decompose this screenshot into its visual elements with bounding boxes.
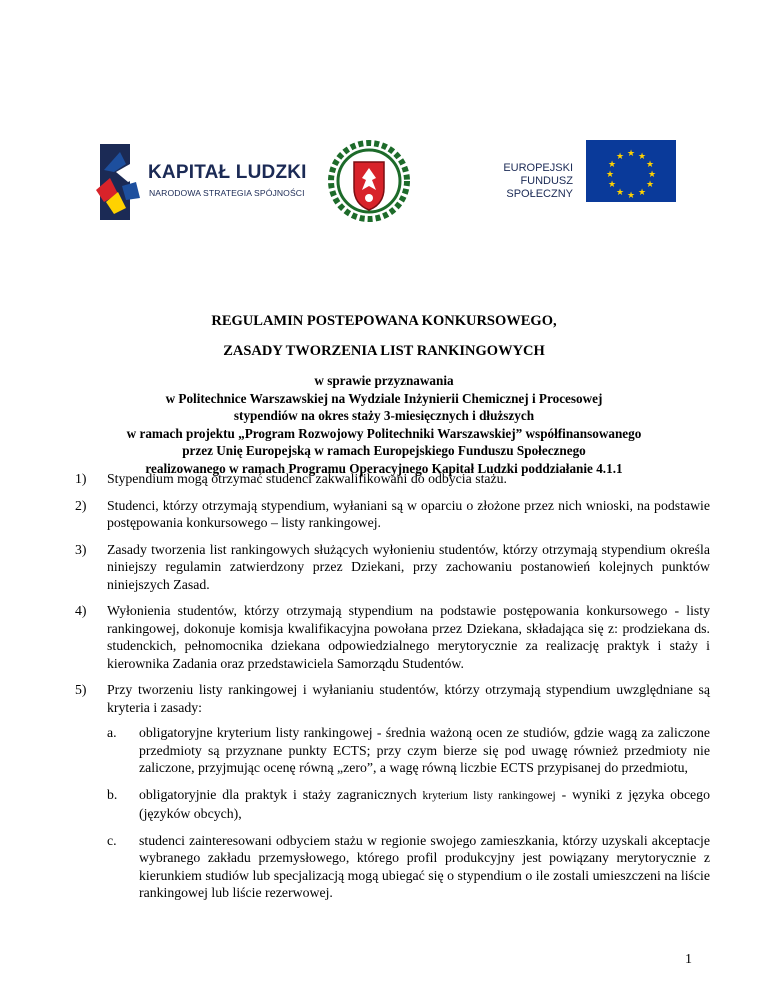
svg-text:★: ★ (637, 188, 647, 198)
svg-text:★: ★ (626, 191, 636, 201)
kapital-ludzki-logo (96, 142, 307, 222)
svg-text:★: ★ (607, 160, 617, 170)
sub-item-text: studenci zainteresowani odbyciem stażu w regionie swojego zamieszkania, którzy uzyskali akceptacje wybranego zakładu przemysłowego, którego profil produkcyjny jest powiązany merytorycznie z kierunkiem studiów lub specjalizacją mogą ubiegać się o stypendium o ile zostali umieszczeni na liście rankingowej lub liście rezerwowej. (139, 832, 710, 900)
logo-bar (0, 138, 768, 228)
list-item (75, 541, 710, 594)
sub-item-marker: a. (107, 725, 117, 740)
subtitle-line: w Politechnice Warszawskiej na Wydziale Inżynierii Chemicznej i Procesowej (165, 390, 603, 406)
svg-text:★: ★ (615, 188, 625, 198)
subtitle-line: przez Unię Europejską w ramach Europejskiego Funduszu Społecznego (182, 443, 586, 458)
title-subtitle (0, 372, 768, 477)
sub-list-item (107, 832, 710, 902)
sub-item-marker: b. (107, 786, 118, 802)
sub-list-item (107, 786, 710, 823)
eu-flag-icon (586, 140, 676, 202)
list-item (75, 681, 710, 902)
svg-text:★: ★ (645, 160, 655, 170)
sub-item-text-small: kryterium listy rankingowej (422, 789, 556, 802)
list-item (75, 602, 710, 672)
kapital-ludzki-title: KAPITAŁ LUDZKI (148, 162, 307, 183)
title-line-1: REGULAMIN POSTEPOWANA KONKURSOWEGO, (211, 313, 557, 329)
item-number: 1) (75, 471, 87, 486)
item-number: 5) (75, 682, 87, 697)
criteria-list (107, 724, 710, 902)
sub-item-text: obligatoryjne kryterium listy rankingowej - średnia ważoną ocen ze studiów, gdzie wagą za zaliczone przedmioty są przyznane punkty ECTS; przy czym bierze się pod uwagę również przedmioty nie zaliczone, przyjmując ocenę równą „zero”, a wagę równą liczbie ECTS przypisanej do przedmiotu, (139, 725, 710, 775)
kapital-ludzki-emblem-icon (96, 142, 148, 222)
university-emblem-icon (328, 140, 410, 222)
document-body (75, 470, 710, 911)
svg-text:★: ★ (647, 170, 657, 180)
sub-item-marker: c. (107, 832, 117, 848)
subtitle-line: w sprawie przyznawania (314, 373, 454, 388)
efs-line2: FUNDUSZ SPOŁECZNY (506, 175, 573, 200)
svg-text:★: ★ (615, 152, 625, 162)
item-text: Przy tworzeniu listy rankingowej i wyłanianiu studentów, którzy otrzymają stypendium uwzględniane są kryteria i zasady: (107, 682, 710, 715)
sub-list-item (107, 724, 710, 777)
item-text: Zasady tworzenia list rankingowych służących wyłonieniu studentów, którzy otrzymają stypendium określa niniejszy regulamin zatwierdzony przez Dziekani, przy zachowaniu postanowień kolejnych punktów niniejszych Zasad. (107, 541, 710, 592)
subtitle-line: realizowanego w ramach Programu Operacyjnego Kapitał Ludzki poddziałanie 4.1.1 (145, 460, 623, 476)
subtitle-line: w ramach projektu „Program Rozwojowy Politechniki Warszawskiej” współfinansowanego (126, 425, 642, 441)
svg-text:★: ★ (626, 149, 636, 159)
item-number: 4) (75, 603, 87, 618)
item-number: 3) (75, 541, 87, 557)
item-text: Stypendium mogą otrzymać studenci zakwalifikowani do odbycia stażu. (107, 471, 508, 486)
list-item (75, 497, 710, 532)
document-heading (0, 311, 768, 477)
item-text: Studenci, którzy otrzymają stypendium, wyłaniani są w oparciu o złożone przez nich wnioski, na podstawie postępowania konkursowego – listy rankingowej. (107, 497, 710, 530)
title-line-2: ZASADY TWORZENIA LIST RANKINGOWYCH (223, 343, 545, 359)
subtitle-line: stypendiów na okres staży 3-miesięcznych i dłuższych (233, 408, 535, 423)
sub-item-text: obligatoryjnie dla praktyk i staży zagranicznych (139, 786, 423, 802)
svg-text:★: ★ (645, 180, 655, 190)
sub-item-text-end: - wyniki z języka obcego (języków obcych), (139, 786, 710, 821)
kapital-ludzki-subtitle: NARODOWA STRATEGIA SPÓJNOŚCI (149, 188, 305, 198)
svg-text:★: ★ (607, 180, 617, 190)
item-text: Wyłonienia studentów, którzy otrzymają stypendium na podstawie postępowania konkursowego - listy rankingowej, dokonuje komisja kwalifikacyjna powołana przez Dziekana, składająca się z: prodziekana ds. studenckich, pełnomocnika dziekana odpowiedzialnego merytorycznie za realizację praktyk i staży i kierownika Zadania oraz przedstawiciela Samorządu Studentów. (107, 603, 710, 671)
svg-text:★: ★ (605, 170, 615, 180)
page-number: 1 (685, 952, 692, 967)
item-number: 2) (75, 497, 87, 513)
efs-logo-text (458, 162, 573, 201)
list-item (75, 470, 710, 488)
efs-line1: EUROPEJSKI (503, 162, 573, 174)
svg-text:★: ★ (637, 152, 647, 162)
